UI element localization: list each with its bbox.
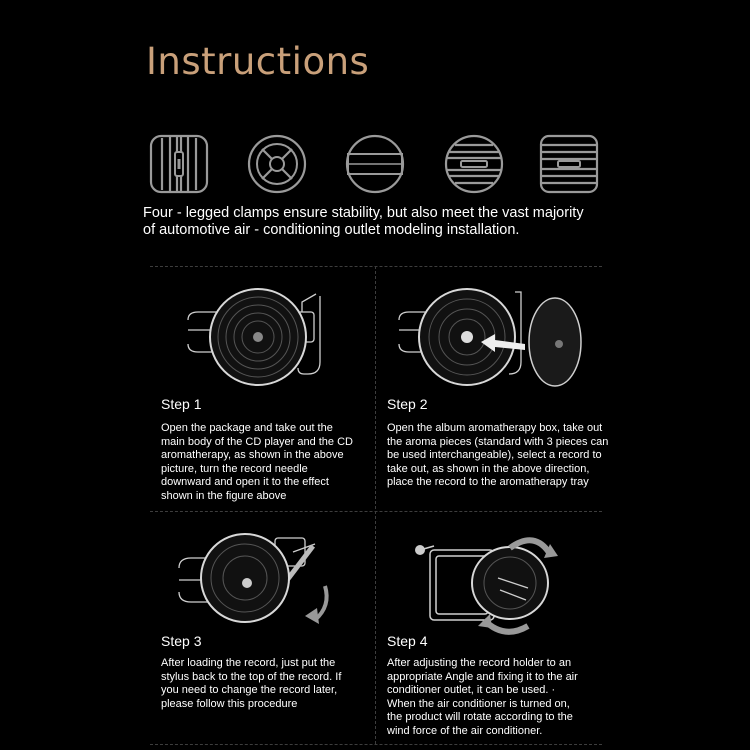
intro-line: Four - legged clamps ensure stability, but also meet the vast majority	[143, 205, 584, 221]
divider-bottom	[150, 744, 602, 745]
step1-text	[161, 422, 376, 503]
step1-line: downward and open it to the effect	[161, 476, 329, 488]
cross-round-vent-icon	[246, 133, 308, 195]
intro-text	[143, 205, 643, 239]
step1-line: aromatherapy, as shown in the above	[161, 449, 344, 461]
step2-illustration	[395, 282, 585, 392]
step3-illustration	[175, 528, 345, 628]
step4-illustration	[410, 528, 580, 638]
step4-line: wind force of the air conditioner.	[387, 724, 543, 737]
vertical-slat-vent-icon	[148, 133, 210, 195]
divider-top	[150, 266, 602, 267]
step3-line: you need to change the record later,	[161, 684, 338, 696]
step2-line: take out, as shown in the above direction,	[387, 462, 590, 475]
step2-line: Open the album aromatherapy box, take out	[387, 422, 603, 434]
step1-line: Open the package and take out the	[161, 422, 333, 434]
step4-line: the product will rotate according to the	[387, 711, 573, 723]
step3-line: After loading the record, just put the	[161, 657, 336, 669]
step4-line: appropriate Angle and fixing it to the air	[387, 670, 578, 683]
step2-line: the aroma pieces (standard with 3 pieces can	[387, 435, 609, 448]
step3-line: please follow this procedure	[161, 697, 298, 710]
divider-middle	[150, 511, 602, 512]
step2-line: be used interchangeable), select a record to	[387, 449, 602, 461]
vent-icon-row	[0, 133, 750, 195]
step2-line: place the record to the aromatherapy tray	[387, 476, 589, 488]
step4-line: After adjusting the record holder to an	[387, 657, 572, 669]
step1-line: picture, turn the record needle	[161, 462, 308, 475]
page-title: Instructions	[146, 40, 370, 83]
step3-line: stylus back to the top of the record. If	[161, 670, 342, 683]
round-horizontal-vent-icon	[344, 133, 406, 195]
step2-title: Step 2	[387, 396, 428, 412]
round-striped-vent-icon	[443, 133, 505, 195]
square-striped-vent-icon	[538, 133, 600, 195]
step1-line: main body of the CD player and the CD	[161, 435, 353, 448]
step4-line: When the air conditioner is turned on,	[387, 697, 570, 710]
step4-text	[387, 657, 637, 738]
step3-title: Step 3	[161, 633, 202, 649]
step1-title: Step 1	[161, 396, 202, 412]
step4-title: Step 4	[387, 633, 428, 649]
step1-line: shown in the figure above	[161, 489, 287, 502]
step3-text	[161, 657, 376, 711]
step1-illustration	[180, 282, 340, 392]
step4-line: conditioner outlet, it can be used. ·	[387, 684, 556, 696]
intro-line: of automotive air - conditioning outlet modeling installation.	[143, 222, 520, 238]
step2-text	[387, 422, 637, 490]
